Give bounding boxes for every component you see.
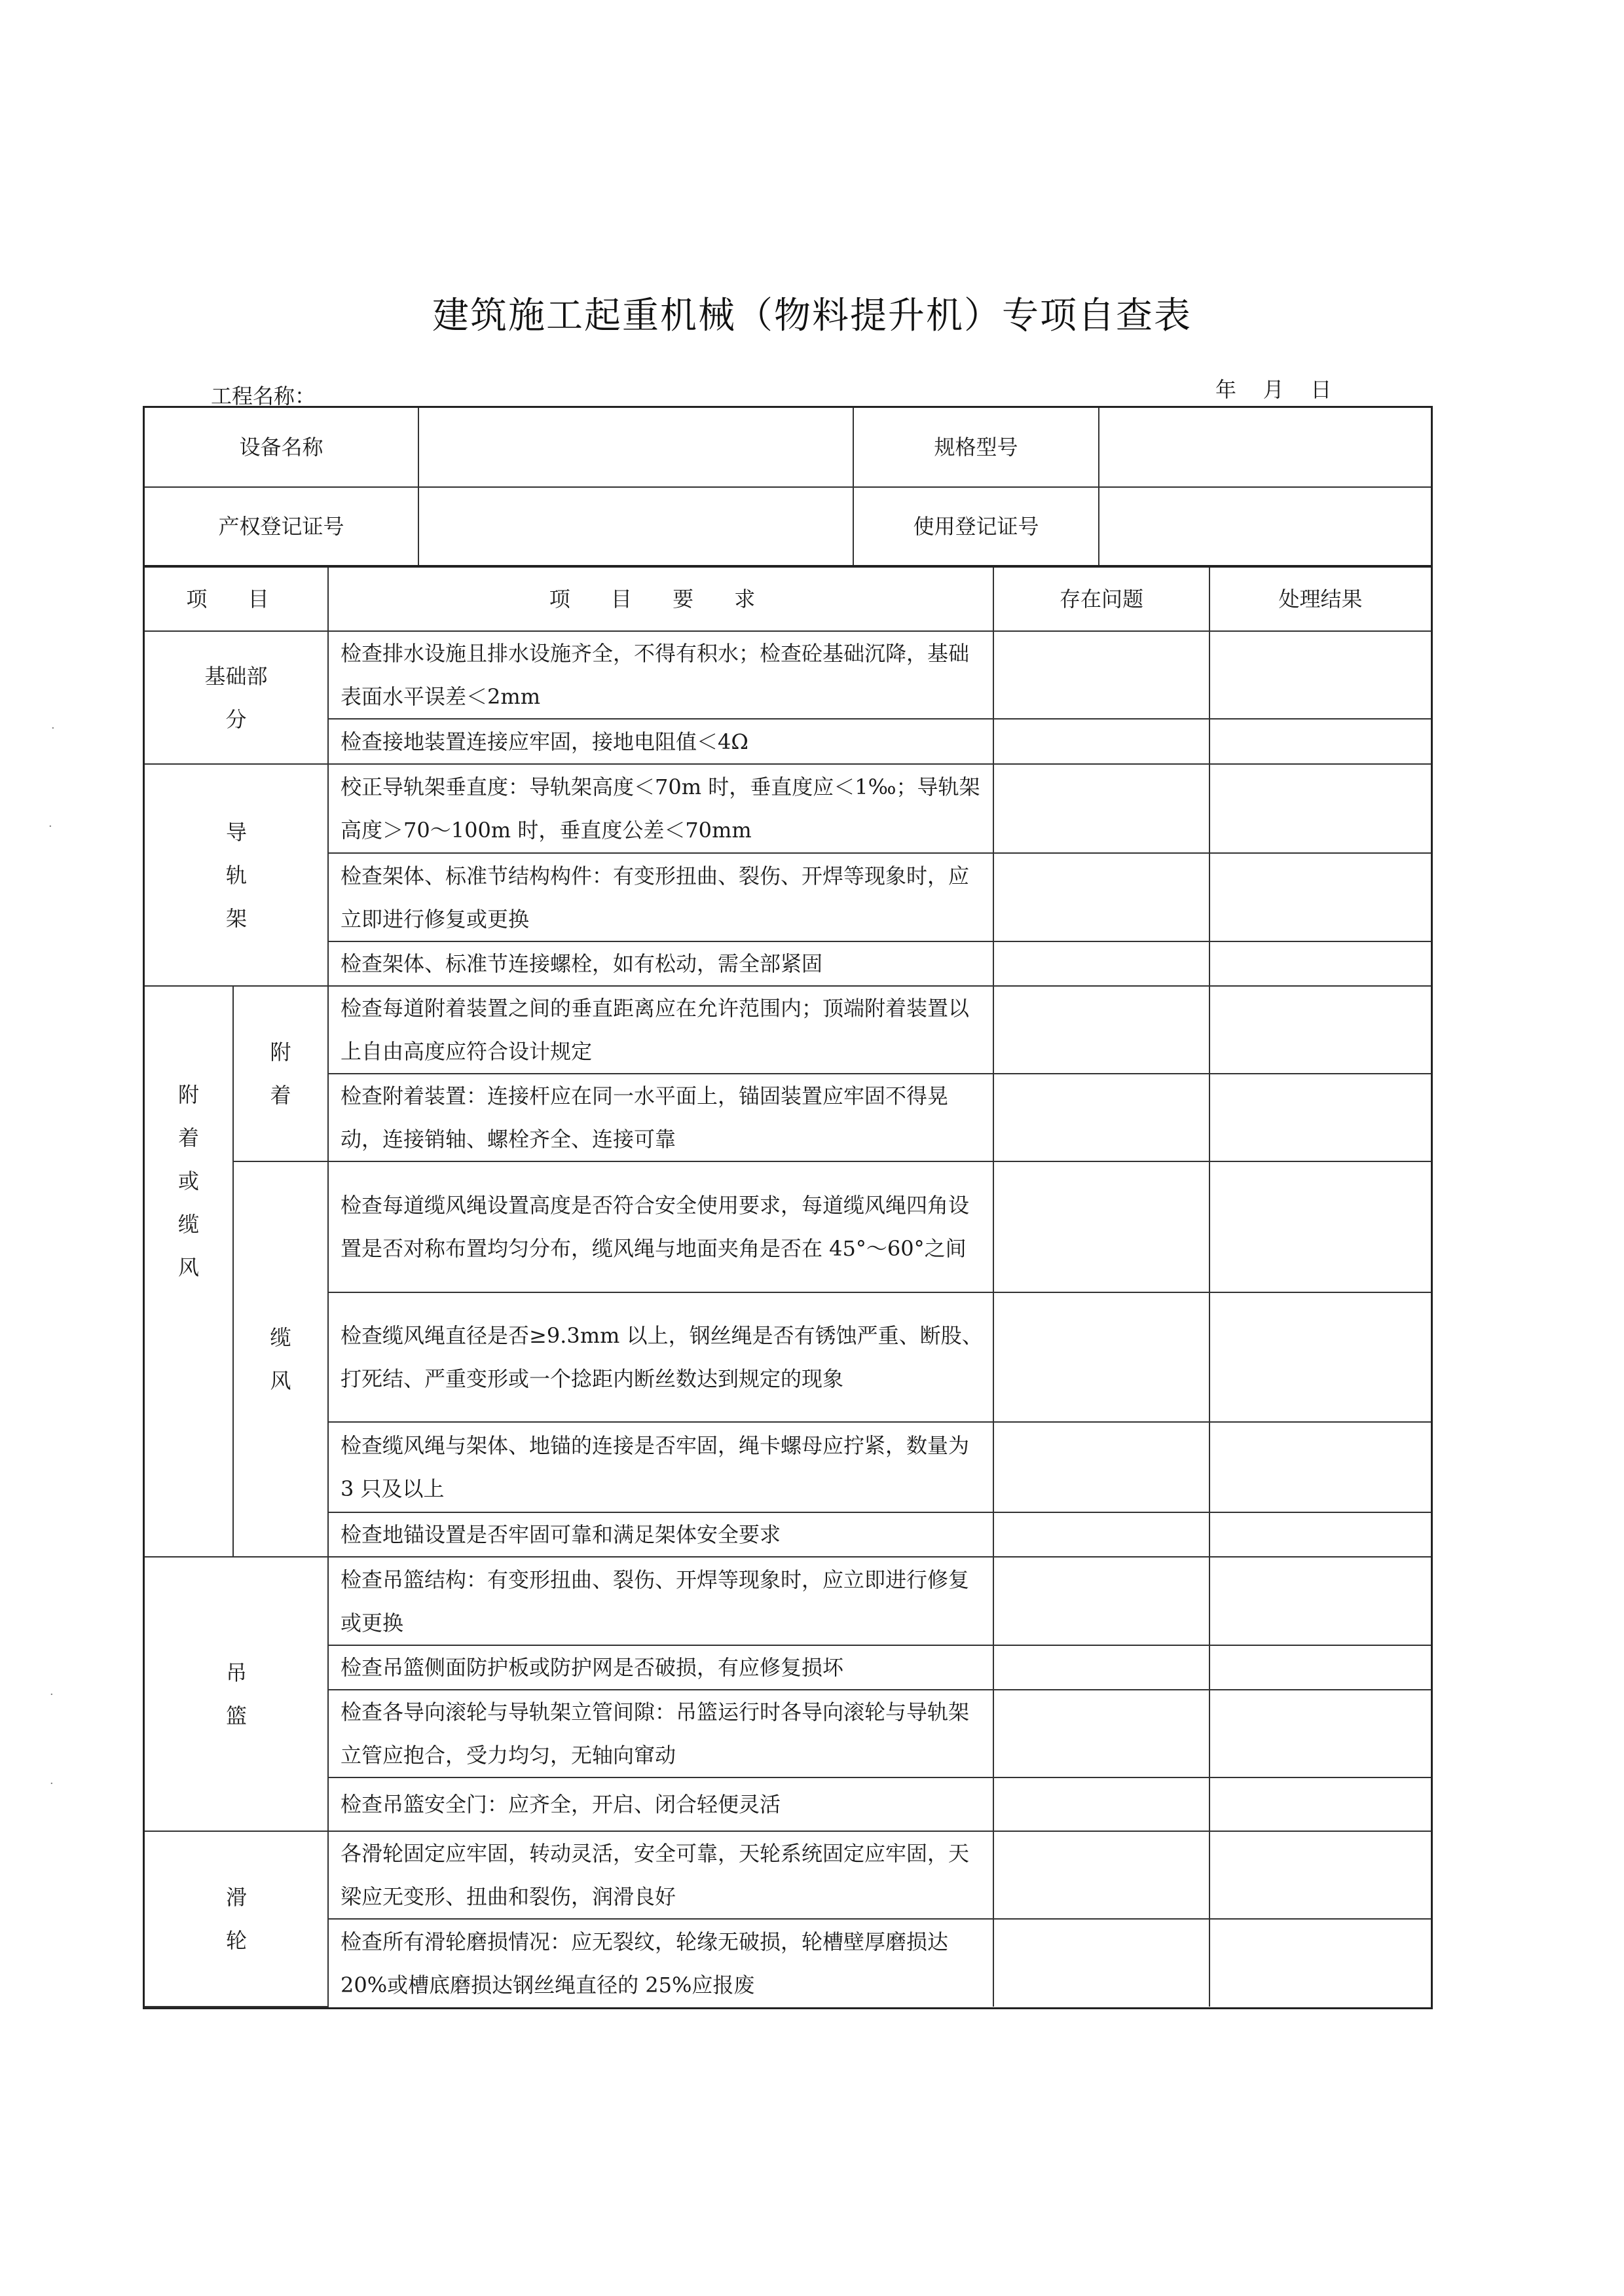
- requirement-item: 各滑轮固定应牢固，转动灵活，安全可靠，天轮系统固定应牢固，天梁应无变形、扭曲和裂伤，润滑良好: [328, 1831, 993, 1919]
- scan-speck: ·: [51, 721, 55, 735]
- requirement-item: 检查地锚设置是否牢固可靠和满足架体安全要求: [328, 1512, 993, 1557]
- project-name-label: 工程名称：: [211, 384, 316, 409]
- problem-cell[interactable]: [993, 764, 1209, 853]
- result-cell[interactable]: [1209, 631, 1431, 719]
- requirement-item: 检查架体、标准节结构构件：有变形扭曲、裂伤、开焊等现象时，应立即进行修复或更换: [328, 853, 993, 941]
- result-cell[interactable]: [1209, 1074, 1431, 1161]
- problem-cell[interactable]: [993, 1831, 1209, 1919]
- requirement-item: 检查架体、标准节连接螺栓，如有松动，需全部紧固: [328, 941, 993, 986]
- requirement-item: 检查接地装置连接应牢固，接地电阻值＜4Ω: [328, 719, 993, 764]
- group-foundation: 基础部分: [145, 631, 328, 764]
- requirement-item: 检查每道缆风绳设置高度是否符合安全使用要求，每道缆风绳四角设置是否对称布置均匀分布，缆风绳与地面夹角是否在 45°～60°之间: [328, 1161, 993, 1292]
- problem-cell[interactable]: [993, 1777, 1209, 1831]
- result-cell[interactable]: [1209, 1557, 1431, 1645]
- problem-cell[interactable]: [993, 941, 1209, 986]
- result-cell[interactable]: [1209, 1292, 1431, 1422]
- result-cell[interactable]: [1209, 1777, 1431, 1831]
- problem-cell[interactable]: [993, 1919, 1209, 2007]
- result-cell[interactable]: [1209, 1161, 1431, 1292]
- column-header-result: 处理结果: [1209, 568, 1431, 631]
- group-attach-or-guy: 附着或缆风: [145, 986, 233, 1557]
- property-reg-no-field[interactable]: [418, 487, 853, 565]
- result-cell[interactable]: [1209, 986, 1431, 1074]
- group-cage: 吊篮: [145, 1557, 328, 1831]
- requirement-item: 检查排水设施且排水设施齐全，不得有积水；检查砼基础沉降，基础表面水平误差＜2mm: [328, 631, 993, 719]
- problem-cell[interactable]: [993, 719, 1209, 764]
- result-cell[interactable]: [1209, 1512, 1431, 1557]
- requirement-item: 检查所有滑轮磨损情况：应无裂纹，轮缘无破损，轮槽壁厚磨损达 20%或槽底磨损达钢丝绳直径的 25%应报废: [328, 1919, 993, 2007]
- problem-cell[interactable]: [993, 1645, 1209, 1690]
- problem-cell[interactable]: [993, 986, 1209, 1074]
- problem-cell[interactable]: [993, 1422, 1209, 1512]
- problem-cell[interactable]: [993, 1292, 1209, 1422]
- problem-cell[interactable]: [993, 1512, 1209, 1557]
- property-reg-no-label: 产权登记证号: [145, 487, 418, 565]
- problem-cell[interactable]: [993, 1690, 1209, 1777]
- checklist-table: [143, 566, 1433, 2009]
- result-cell[interactable]: [1209, 941, 1431, 986]
- model-label: 规格型号: [853, 408, 1099, 487]
- group-pulley: 滑轮: [145, 1831, 328, 2007]
- column-header-problem: 存在问题: [993, 568, 1209, 631]
- requirement-item: 检查吊篮结构：有变形扭曲、裂伤、开焊等现象时，应立即进行修复或更换: [328, 1557, 993, 1645]
- requirement-item: 检查吊篮侧面防护板或防护网是否破损，有应修复损坏: [328, 1645, 993, 1690]
- problem-cell[interactable]: [993, 631, 1209, 719]
- scan-speck: ·: [50, 1688, 54, 1702]
- result-cell[interactable]: [1209, 719, 1431, 764]
- equipment-name-field[interactable]: [418, 408, 853, 487]
- use-reg-no-label: 使用登记证号: [853, 487, 1099, 565]
- scan-speck: ·: [50, 1777, 54, 1791]
- subgroup-guy-rope: 缆风: [233, 1161, 328, 1557]
- use-reg-no-field[interactable]: [1099, 487, 1431, 565]
- scan-speck: ·: [48, 820, 52, 833]
- requirement-item: 检查缆风绳直径是否≥9.3mm 以上，钢丝绳是否有锈蚀严重、断股、打死结、严重变形或一个捻距内断丝数达到规定的现象: [328, 1292, 993, 1422]
- equipment-name-label: 设备名称: [145, 408, 418, 487]
- model-field[interactable]: [1099, 408, 1431, 487]
- problem-cell[interactable]: [993, 1074, 1209, 1161]
- result-cell[interactable]: [1209, 853, 1431, 941]
- requirement-item: 检查吊篮安全门：应齐全，开启、闭合轻便灵活: [328, 1777, 993, 1831]
- requirement-item: 检查每道附着装置之间的垂直距离应在允许范围内；顶端附着装置以上自由高度应符合设计规定: [328, 986, 993, 1074]
- problem-cell[interactable]: [993, 1161, 1209, 1292]
- page-title: 建筑施工起重机械（物料提升机）专项自查表: [432, 295, 1192, 337]
- problem-cell[interactable]: [993, 1557, 1209, 1645]
- requirement-item: 检查缆风绳与架体、地锚的连接是否牢固，绳卡螺母应拧紧，数量为 3 只及以上: [328, 1422, 993, 1512]
- date-label: 年 月 日: [1215, 377, 1332, 402]
- result-cell[interactable]: [1209, 1422, 1431, 1512]
- requirement-item: 校正导轨架垂直度：导轨架高度＜70m 时，垂直度应＜1‰；导轨架高度＞70～100m 时，垂直度公差＜70mm: [328, 764, 993, 853]
- column-header-requirement: 项 目 要 求: [328, 568, 993, 631]
- result-cell[interactable]: [1209, 764, 1431, 853]
- result-cell[interactable]: [1209, 1645, 1431, 1690]
- subgroup-attach: 附着: [233, 986, 328, 1161]
- requirement-item: 检查各导向滚轮与导轨架立管间隙：吊篮运行时各导向滚轮与导轨架立管应抱合，受力均匀，无轴向窜动: [328, 1690, 993, 1777]
- equipment-info-table: [143, 406, 1433, 567]
- column-header-item: 项 目: [145, 568, 328, 631]
- result-cell[interactable]: [1209, 1831, 1431, 1919]
- problem-cell[interactable]: [993, 853, 1209, 941]
- result-cell[interactable]: [1209, 1919, 1431, 2007]
- group-guide-rail: 导轨架: [145, 764, 328, 986]
- requirement-item: 检查附着装置：连接杆应在同一水平面上，锚固装置应牢固不得晃动，连接销轴、螺栓齐全、连接可靠: [328, 1074, 993, 1161]
- result-cell[interactable]: [1209, 1690, 1431, 1777]
